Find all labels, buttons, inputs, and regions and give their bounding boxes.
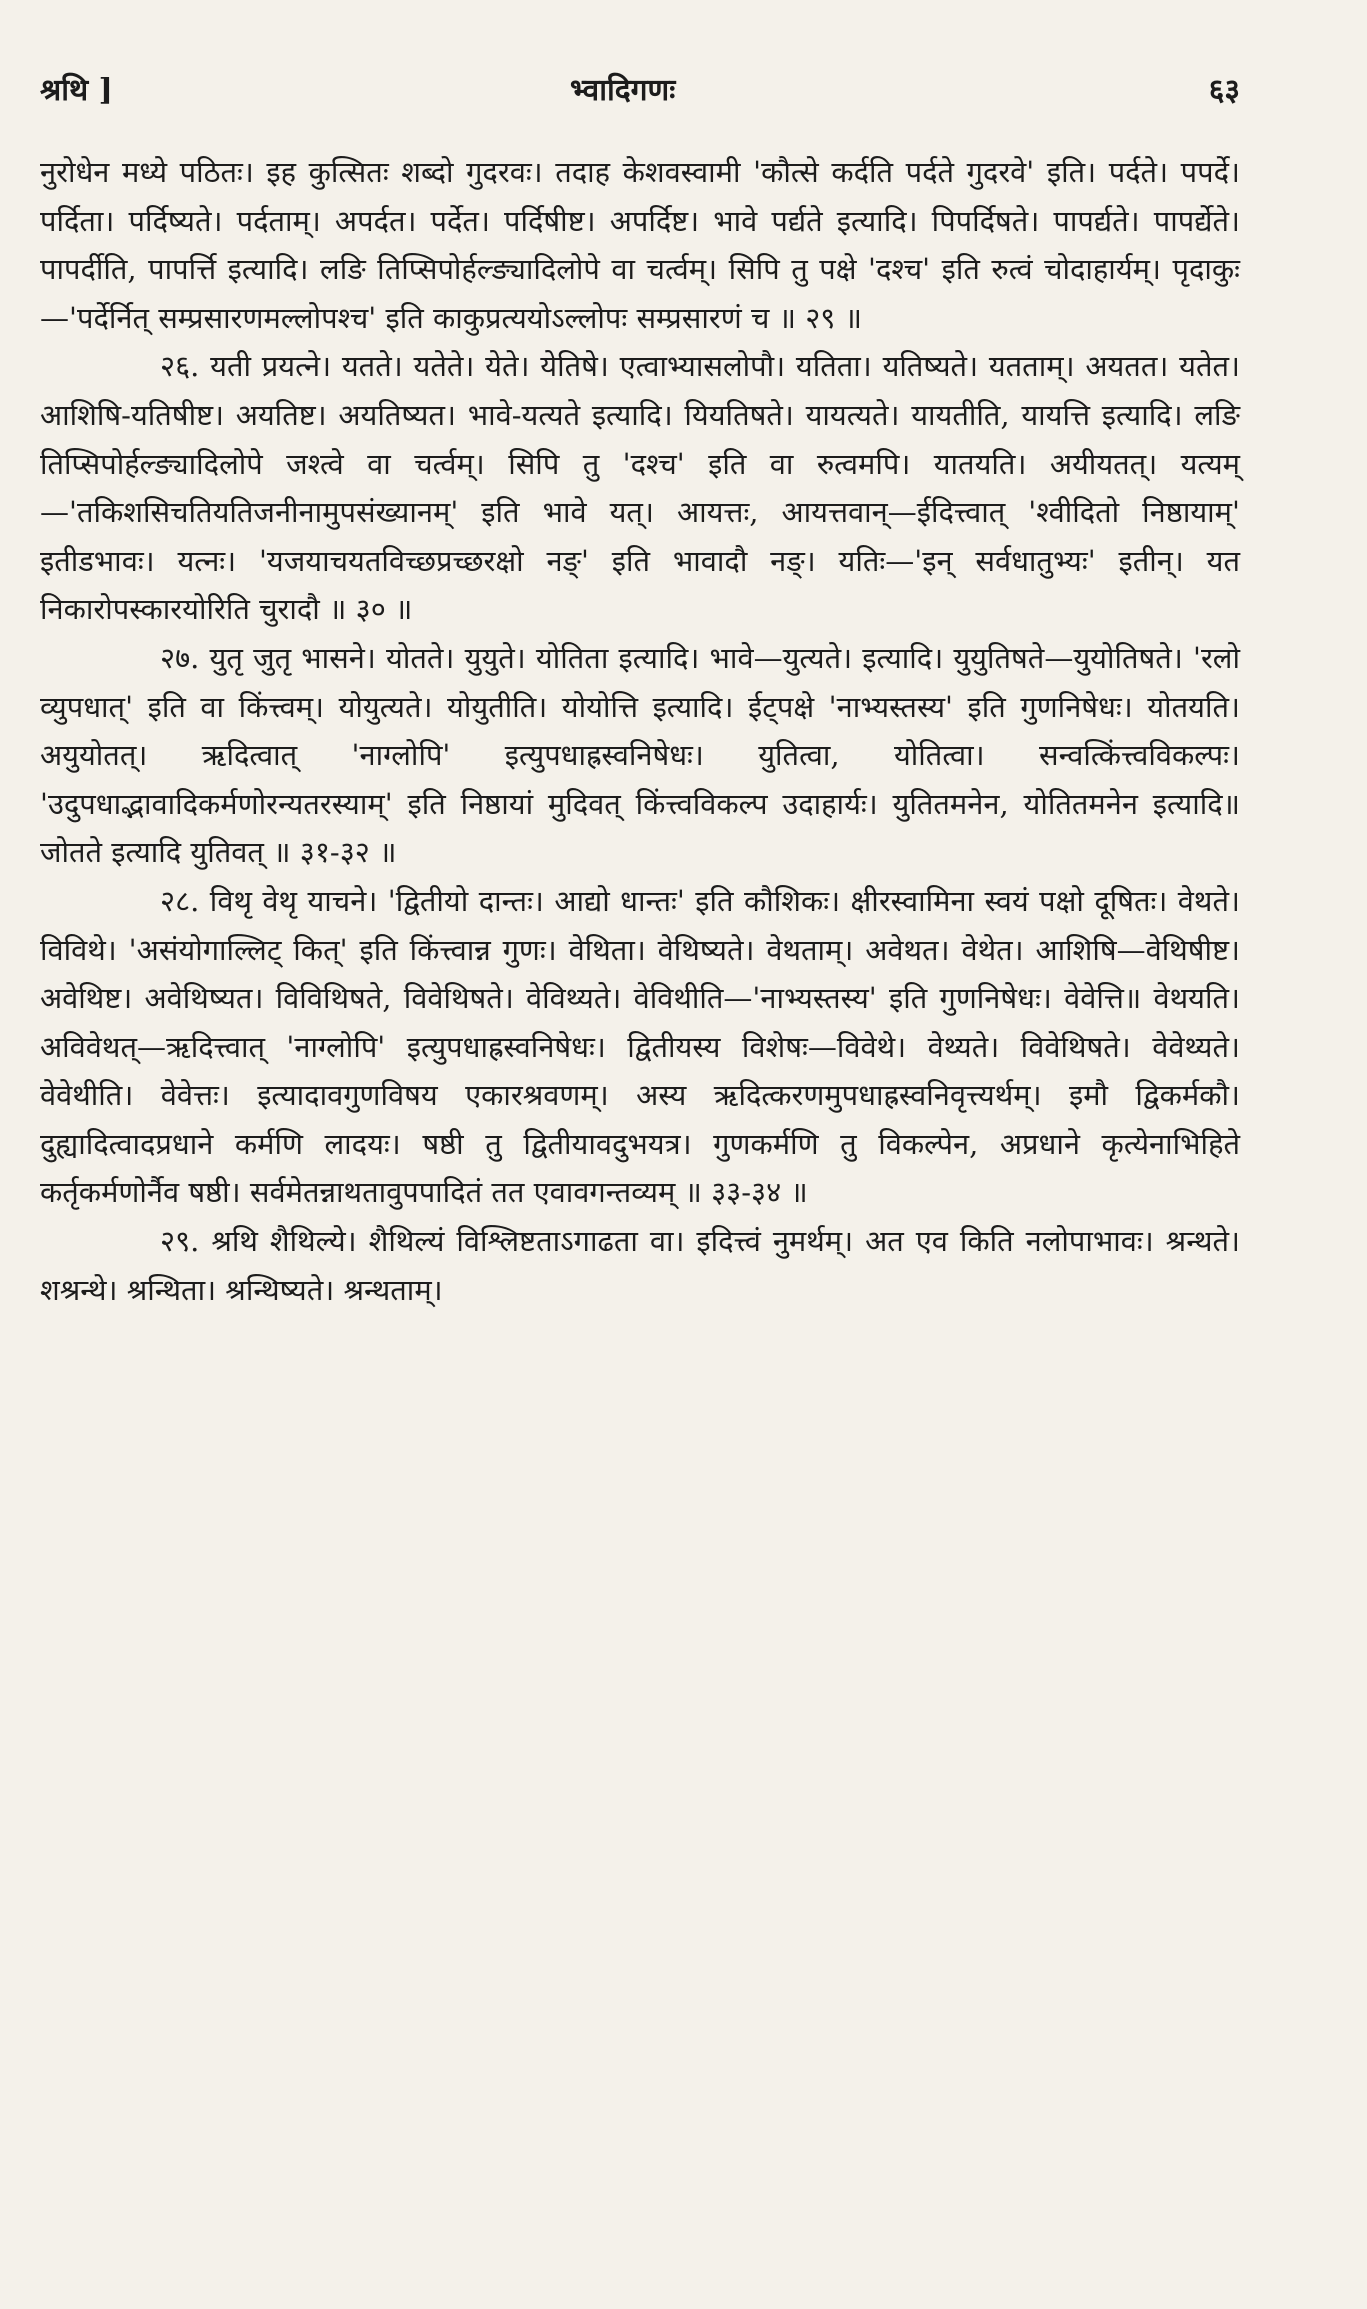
running-header [40,60,1240,120]
paragraph: २६. यती प्रयत्ने। यतते। यतेते। येते। येतिषे। एत्वाभ्यासलोपौ। यतिता। यतिष्यते। यतताम्। अयतत। यतेत। आशिषि-यतिषीष्ट। अयतिष्ट। अयतिष्यत। भावे-यत्यते इत्यादि। यियतिषते। यायत्यते। यायतीति, यायत्ति इत्यादि। लङि तिप्सिपोर्हल्ङ्यादिलोपे जश्त्वे वा चर्त्वम्। सिपि तु 'दश्च' इति वा रुत्वमपि। यातयति। अयीयतत्। यत्यम्—'तकिशसिचतियतिजनीनामुपसंख्यानम्' इति भावे यत्। आयत्तः, आयत्तवान्—ईदित्त्वात् 'श्वीदितो निष्ठायाम्' इतीडभावः। यत्नः। 'यजयाचयतविच्छप्रच्छरक्षो नङ्' इति भावादौ नङ्। यतिः—'इन् सर्वधातुभ्यः' इतीन्। यत निकारोपस्कारयोरिति चुरादौ ॥ ३० ॥ [40,349,1240,627]
paragraph: २८. विथृ वेथृ याचने। 'द्वितीयो दान्तः। आद्यो धान्तः' इति कौशिकः। क्षीरस्वामिना स्वयं पक्षो दूषितः। वेथते। विविथे। 'असंयोगाल्लिट् कित्' इति किंत्त्वान्न गुणः। वेथिता। वेथिष्यते। वेथताम्। अवेथत। वेथेत। आशिषि—वेथिषीष्ट। अवेथिष्ट। अवेथिष्यत। विविथिषते, विवेथिषते। वेविथ्यते। वेविथीति—'नाभ्यस्तस्य' इति गुणनिषेधः। वेवेत्ति॥ वेथयति। अविवेथत्—ऋदित्त्वात् 'नाग्लोपि' इत्युपधाह्रस्वनिषेधः। द्वितीयस्य विशेषः—विवेथे। वेथ्यते। विवेथिषते। वेवेथ्यते। वेवेथीति। वेवेत्तः। इत्यादावगुणविषय एकारश्रवणम्। अस्य ऋदित्करणमुपधाह्रस्वनिवृत्त्यर्थम्। इमौ द्विकर्मकौ। दुह्यादित्वादप्रधाने कर्मणि लादयः। षष्ठी तु द्वितीयावदुभयत्र। गुणकर्मणि तु विकल्पेन, अप्रधाने कृत्येनाभिहिते कर्तृकर्मणोर्नैव षष्ठी। सर्वमेतन्नाथतावुपपादितं तत एवावगन्तव्यम् ॥ ३३-३४ ॥ [40,883,1240,1210]
paragraph: नुरोधेन मध्ये पठितः। इह कुत्सितः शब्दो गुदरवः। तदाह केशवस्वामी 'कौत्से कर्दति पर्दते गुदरवे' इति। पर्दते। पपर्दे। पर्दिता। पर्दिष्यते। पर्दताम्। अपर्दत। पर्देत। पर्दिषीष्ट। अपर्दिष्ट। भावे पर्द्यते इत्यादि। पिपर्दिषते। पापर्द्यते। पापर्द्येते। पापर्दीति, पापर्त्ति इत्यादि। लङि तिप्सिपोर्हल्ङ्यादिलोपे वा चर्त्वम्। सिपि तु पक्षे 'दश्च' इति रुत्वं चोदाहार्यम्। पृदाकुः—'पर्देर्नित् सम्प्रसारणमल्लोपश्च' इति काकुप्रत्ययोऽल्लोपः सम्प्रसारणं च ॥ २९ ॥ [40,155,1240,335]
section-marker: श्रथि ] [40,73,113,108]
paragraph: २७. युतृ जुतृ भासने। योतते। युयुते। योतिता इत्यादि। भावे—युत्यते। इत्यादि। युयुतिषते—युयोतिषते। 'रलो व्युपधात्' इति वा किंत्त्वम्। योयुत्यते। योयुतीति। योयोत्ति इत्यादि। ईट्पक्षे 'नाभ्यस्तस्य' इति गुणनिषेधः। योतयति। अयुयोतत्। ऋदित्वात् 'नाग्लोपि' इत्युपधाह्रस्वनिषेधः। युतित्वा, योतित्वा। सन्वत्किंत्त्वविकल्पः। 'उदुपधाद्भावादिकर्मणोरन्यतरस्याम्' इति निष्ठायां मुदिवत् किंत्त्वविकल्प उदाहार्यः। युतितमनेन, योतितमनेन इत्यादि॥ जोतते इत्यादि युतिवत् ॥ ३१-३२ ॥ [40,640,1240,870]
page-body [40,148,1240,1314]
paragraph: २९. श्रथि शैथिल्ये। शैथिल्यं विश्लिष्टताऽगाढता वा। इदित्त्वं नुमर्थम्। अत एव किति नलोपाभावः। श्रन्थते। शश्रन्थे। श्रन्थिता। श्रन्थिष्यते। श्रन्थताम्। [40,1224,1240,1307]
book-page [40,60,1240,2120]
page-number: ६३ [1208,73,1240,108]
chapter-title: भ्वादिगणः [570,73,676,108]
